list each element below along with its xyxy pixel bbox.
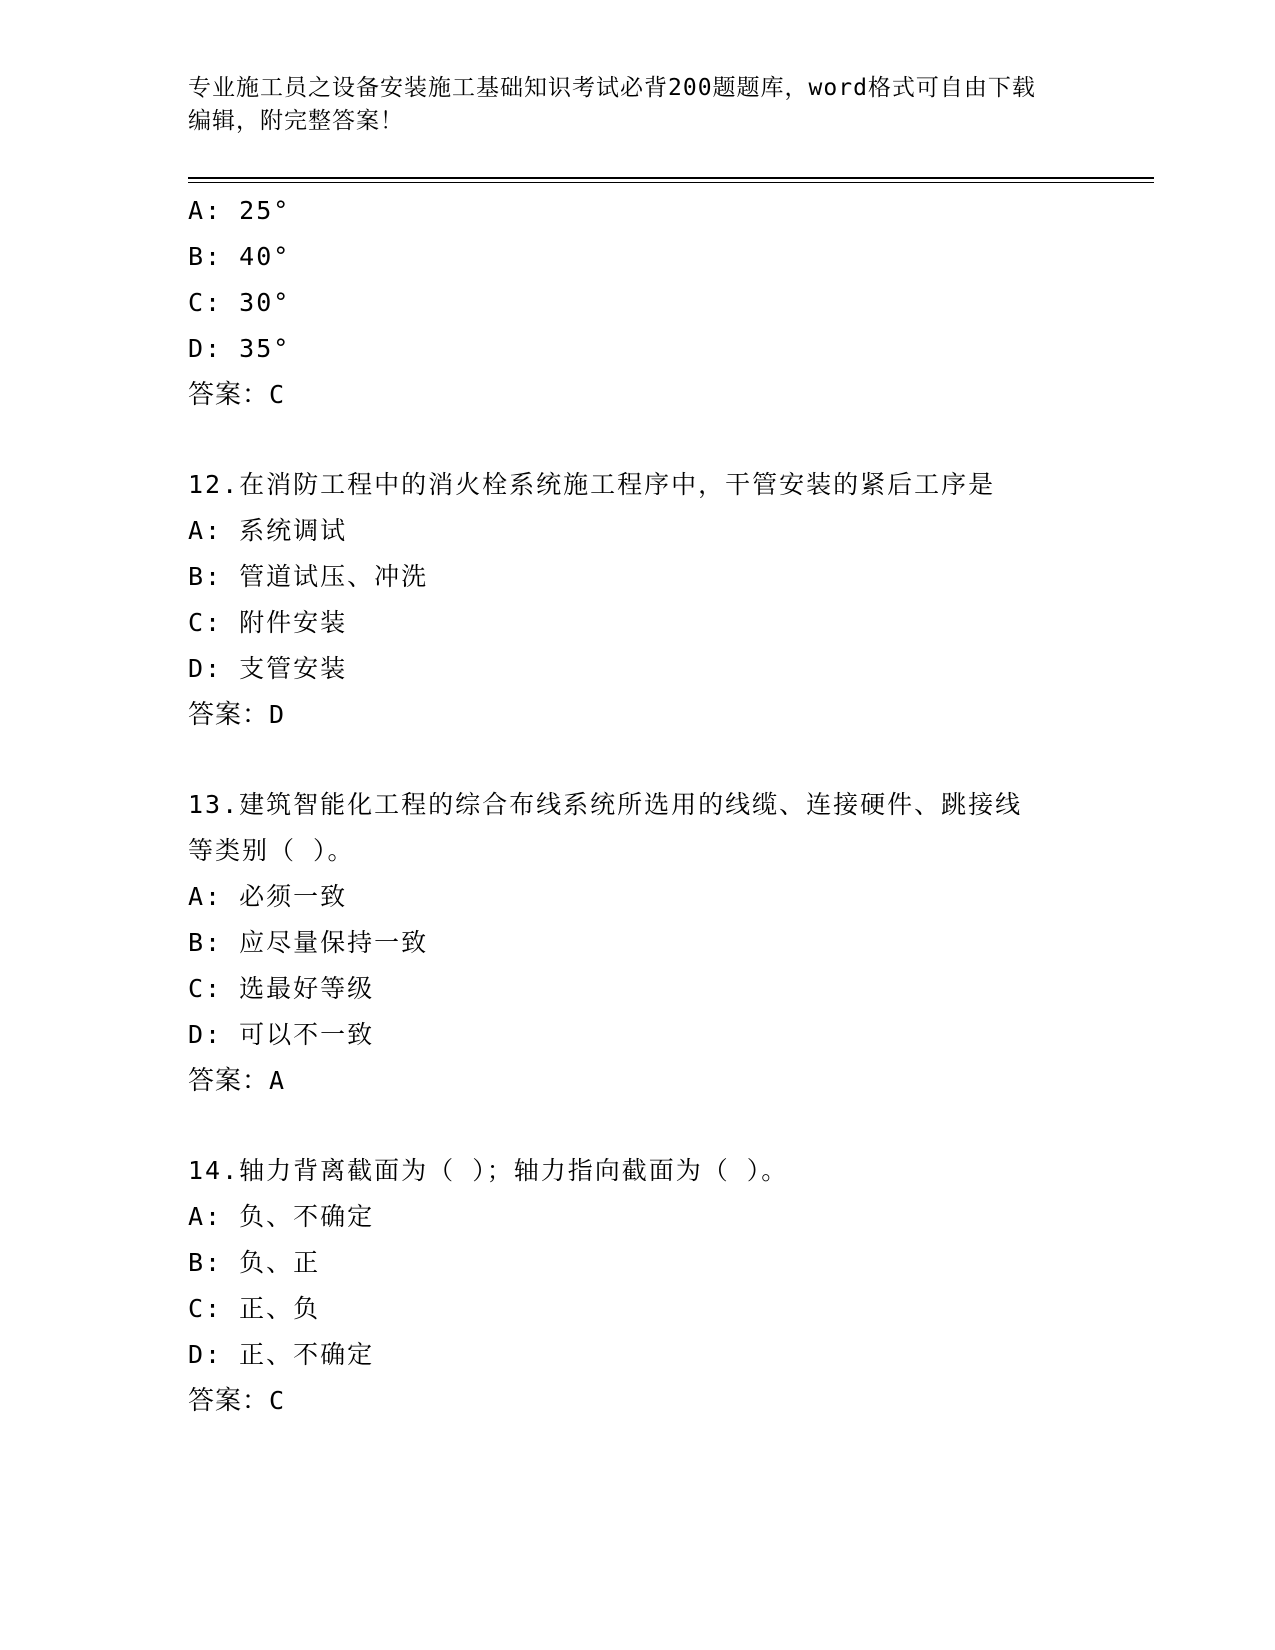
option-a: A: 负、不确定 [188,1202,375,1231]
answer-label: 答案： [188,700,270,730]
question-11 [188,188,1088,418]
question-list [188,188,1088,1424]
option-c: C: 正、负 [188,1294,321,1323]
option-c: C: 附件安装 [188,608,348,637]
document-header [188,72,1068,138]
header-line-1: 专业施工员之设备安装施工基础知识考试必背200题题库，word格式可自由下载 [188,75,1036,101]
answer-line [188,1378,1088,1424]
option-b: B: 负、正 [188,1248,321,1277]
option-a: A: 系统调试 [188,516,348,545]
option-d: D: 35° [188,334,291,363]
option-d: D: 支管安装 [188,654,348,683]
question-stem-line-2: 等类别（ ）。 [188,836,355,865]
option-a: A: 25° [188,196,291,225]
answer-label: 答案： [188,1386,270,1416]
answer-label: 答案： [188,380,270,410]
answer-value: D [269,700,286,729]
question-stem: 14.轴力背离截面为（ ）；轴力指向截面为（ ）。 [188,1156,789,1185]
answer-line [188,1058,1088,1104]
option-d: D: 正、不确定 [188,1340,375,1369]
question-spacer [188,738,1088,782]
option-b: B: 40° [188,242,291,271]
question-spacer [188,1104,1088,1148]
question-13 [188,782,1088,1104]
answer-line [188,692,1088,738]
question-spacer [188,418,1088,462]
answer-value: C [269,1386,286,1415]
option-b: B: 应尽量保持一致 [188,928,429,957]
answer-label: 答案： [188,1066,270,1096]
answer-value: C [269,380,286,409]
option-d: D: 可以不一致 [188,1020,375,1049]
question-14 [188,1148,1088,1424]
answer-value: A [269,1066,286,1095]
option-c: C: 选最好等级 [188,974,375,1003]
option-c: C: 30° [188,288,291,317]
answer-line [188,372,1088,418]
question-12 [188,462,1088,738]
header-divider-thick [188,177,1154,179]
question-stem: 12.在消防工程中的消火栓系统施工程序中，干管安装的紧后工序是 [188,470,996,499]
header-line-2: 编辑，附完整答案！ [188,108,404,134]
question-stem-line-1: 13.建筑智能化工程的综合布线系统所选用的线缆、连接硬件、跳接线 [188,790,1023,819]
option-a: A: 必须一致 [188,882,348,911]
option-b: B: 管道试压、冲洗 [188,562,429,591]
header-divider-thin [188,182,1154,183]
